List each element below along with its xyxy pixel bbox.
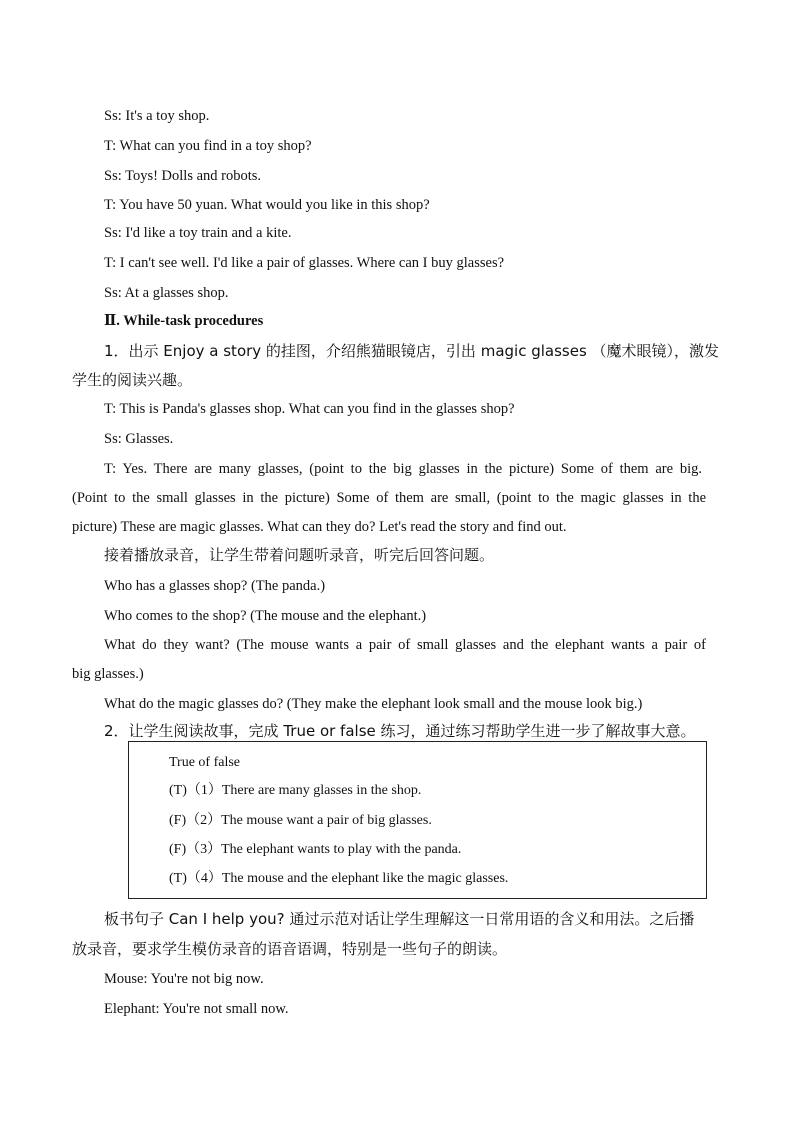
dialog-line: Ss: At a glasses shop.: [104, 285, 229, 301]
dialog-line: T: You have 50 yuan. What would you like in this shop?: [104, 197, 430, 213]
true-false-box: [128, 741, 707, 899]
question: What do the magic glasses do? (They make the elephant look small and the mouse look big.): [104, 696, 643, 712]
question: What do they want? (The mouse wants a pair of small glasses and the elephant wants a pair of: [104, 637, 706, 653]
board-line1: 板书句子 Can I help you? 通过示范对话让学生理解这一日常用语的含义和用法。之后播: [104, 910, 695, 928]
true-false-item: (T)（1）There are many glasses in the shop.: [169, 783, 422, 798]
section-heading: Ⅱ. While-task procedures: [104, 313, 264, 329]
dialog-line: Ss: I'd like a toy train and a kite.: [104, 225, 292, 241]
true-false-item: (T)（4）The mouse and the elephant like the magic glasses.: [169, 871, 509, 886]
listen-instruction: 接着播放录音，让学生带着问题听录音，听完后回答问题。: [104, 546, 495, 564]
question: Who has a glasses shop? (The panda.): [104, 578, 326, 594]
dialog-line: (Point to the small glasses in the picture) Some of them are small, (point to the magic glasses in the: [72, 490, 706, 506]
dialog-line: Elephant: You're not small now.: [104, 1001, 289, 1017]
true-false-item: (F)（3）The elephant wants to play with the panda.: [169, 842, 462, 857]
dialog-line: Ss: Toys! Dolls and robots.: [104, 168, 262, 184]
dialog-line: picture) These are magic glasses. What can they do? Let's read the story and find out.: [72, 519, 567, 535]
dialog-line: T: This is Panda's glasses shop. What can you find in the glasses shop?: [104, 401, 515, 417]
dialog-line: T: I can't see well. I'd like a pair of glasses. Where can I buy glasses?: [104, 255, 505, 271]
step1-line2: 学生的阅读兴趣。: [72, 371, 193, 389]
question: Who comes to the shop? (The mouse and the elephant.): [104, 608, 427, 624]
dialog-line: Mouse: You're not big now.: [104, 971, 264, 987]
dialog-line: T: What can you find in a toy shop?: [104, 138, 312, 154]
true-false-title: True of false: [169, 755, 241, 770]
question: big glasses.): [72, 666, 144, 682]
dialog-line: Ss: It's a toy shop.: [104, 108, 210, 124]
step2-instruction: 2．让学生阅读故事，完成 True or false 练习，通过练习帮助学生进一步了解故事大意。: [104, 722, 696, 740]
true-false-item: (F)（2）The mouse want a pair of big glasses.: [169, 813, 432, 828]
board-line2: 放录音，要求学生模仿录音的语音语调，特别是一些句子的朗读。: [72, 940, 508, 958]
step1-line1: 1．出示 Enjoy a story 的挂图，介绍熊猫眼镜店，引出 magic glasses （魔术眼镜），激发: [104, 342, 720, 360]
dialog-line: T: Yes. There are many glasses, (point to the big glasses in the picture) Some of them are big.: [104, 461, 702, 477]
dialog-line: Ss: Glasses.: [104, 431, 174, 447]
